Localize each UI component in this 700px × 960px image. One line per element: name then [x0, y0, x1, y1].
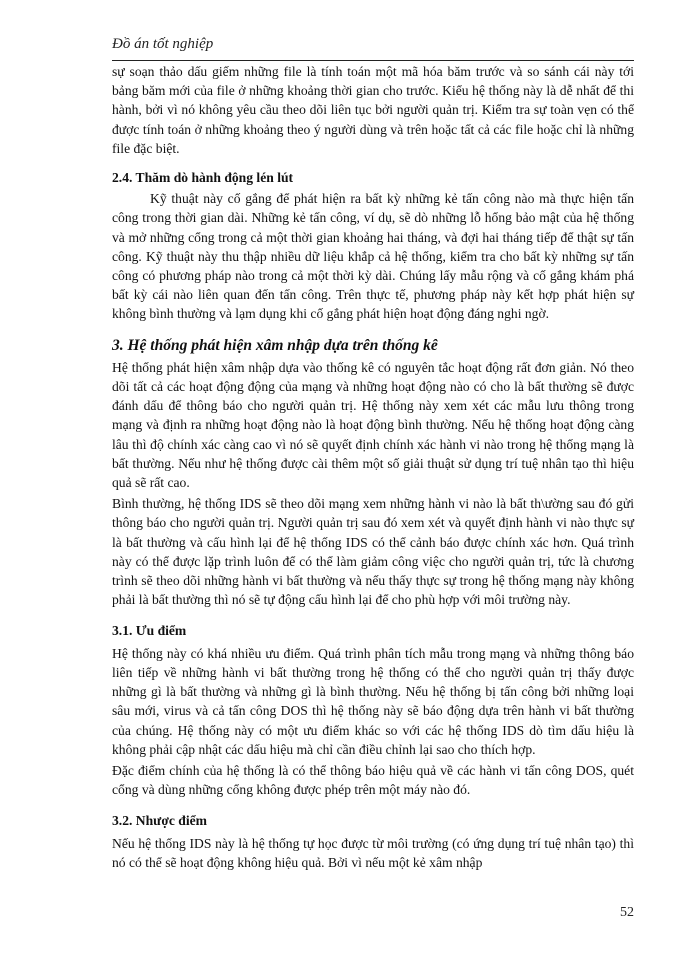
paragraph-intro: sự soạn thảo dấu giếm những file là tính toán một mã hóa băm trước và so sánh cái này tới bảng băm mới của file ở những khoảng thời gian cho trước. Kiểu hệ thống này là dễ nhất để thi hành, bởi vì nó không yêu cầu theo dõi liên tục bởi người quản trị. Kiểm tra sự toàn vẹn có thể được tính toán ở những khoảng theo ý người dùng và trên hoặc tất cả các file hoặc chỉ là những file đặc biệt. [112, 64, 634, 156]
paragraph-3b: Bình thường, hệ thống IDS sẽ theo dõi mạng xem những hành vi nào là bất th\ường sau đó gửi thông báo cho người quản trị. Người quản trị sau đó xem xét và quyết định hành vi nào thực sự là bất thường và cấu hình lại để hệ thống IDS có thể cảnh báo được chính xác hơn. Quá trình này có thể được lặp trình luôn để có thể làm giảm công việc cho người quản trị, tức là chương trình sẽ theo dõi những hành vi bất thường và nếu thấy thực sự trong hệ thống mạng này không phải là bất thường thì nó sẽ tự động cấu hình lại để cho phù hợp với môi trường này. [112, 496, 634, 608]
section-heading-3: 3. Hệ thống phát hiện xâm nhập dựa trên thống kê [112, 336, 438, 354]
page-body [112, 62, 634, 872]
paragraph-3-1a: Hệ thống này có khá nhiều ưu điểm. Quá trình phân tích mẫu trong mạng và những thông báo liên tiếp về những hành vi bất thường trong hệ thống có thể cho người quản trị thấy được những gì là bất thường và những gì là bình thường. Nếu hệ thống bị tấn công bởi những loại sâu mới, virus và cả tấn công DOS thì hệ thống này sẽ báo động dựa trên hành vi bất thường của chúng. Hệ thống này có một ưu điểm khác so với các hệ thống IDS dò tìm dấu hiệu là không phải cập nhật các dấu hiệu mà chỉ cần điều chỉnh lại sao cho thích hợp. [112, 645, 634, 757]
section-heading-2-4: 2.4. Thăm dò hành động lén lút [112, 170, 294, 186]
header-divider [112, 60, 634, 61]
paragraph-2-4: Kỹ thuật này cố gắng để phát hiện ra bất kỳ những kẻ tấn công nào mà thực hiện tấn công trong thời gian dài. Những kẻ tấn công, ví dụ, sẽ dò những lỗ hổng bảo mật của hệ thống và mở những cổng trong cả một thời gian khoảng hai tháng, và đợi hai tháng tiếp để thật sự tấn công. Kỹ thuật này thu thập nhiều dữ liệu khắp cả hệ thống, kiểm tra cho bất kỳ những sự tấn công có phương pháp nào trong cả một thời kỳ dài. Chúng lấy mẫu rộng và cố gắng khám phá bất kỳ cái nào liên quan đến tấn công. Trên thực tế, phương pháp này kết hợp phát hiện sự không bình thường và lạm dụng khi cố gắng phát hiện hoạt động đáng nghi ngờ. [112, 191, 634, 322]
section-heading-3-1: 3.1. Ưu điểm [112, 623, 187, 639]
paragraph-3-1b: Đặc điểm chính của hệ thống là có thể thông báo hiệu quả về các hành vi tấn công DOS, quét cổng và dùng những cổng không được phép trên một máy nào đó. [112, 762, 634, 798]
page-number: 52 [620, 905, 634, 920]
paragraph-3a: Hệ thống phát hiện xâm nhập dựa vào thống kê có nguyên tắc hoạt động rất đơn giản. Nó theo dõi tất cả các hoạt động động của mạng và những hoạt động nào có cho là bất thường sẽ được đánh dấu để thông báo cho người quản trị. Hệ thống này xem xét các mẫu lưu thông trong mạng và định ra những hoạt động nào là hoạt động bình thường. Nếu hệ thống hoạt động càng lâu thì độ chính xác càng cao vì nó sẽ quyết định chính xác hành vi nào trong hệ thống mạng là bất thường. Nếu như hệ thống được cài thêm một số giải thuật sử dụng trí tuệ nhân tạo thì hiệu quả sẽ rất cao. [112, 359, 634, 491]
paragraph-3-2: Nếu hệ thống IDS này là hệ thống tự học được từ môi trường (có ứng dụng trí tuệ nhân tạo) thì nó có thể sẽ hoạt động không hiệu quả. Bởi vì nếu một kẻ xâm nhập [112, 835, 634, 870]
running-header: Đồ án tốt nghiệp [112, 36, 214, 52]
section-heading-3-2: 3.2. Nhược điểm [112, 813, 207, 829]
